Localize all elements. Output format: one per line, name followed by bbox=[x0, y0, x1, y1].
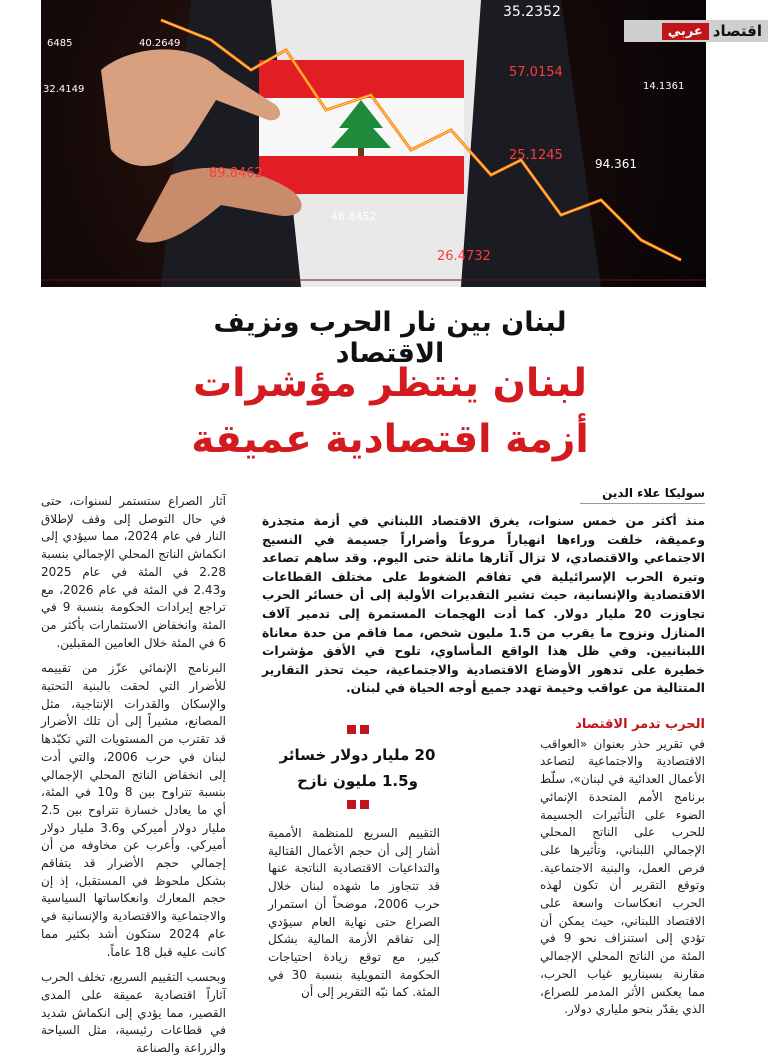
hero-number: 14.1361 bbox=[643, 81, 685, 92]
byline: سوليكا علاء الدين bbox=[580, 486, 705, 504]
section-tag: عربي bbox=[662, 23, 709, 40]
headline-line-1: لبنان ينتظر مؤشرات bbox=[192, 361, 588, 406]
column-left bbox=[41, 493, 226, 1058]
column-left-paragraph-2: البرنامج الإنمائي عزّز من تقييمه للأضرار التي لحقت بالبنية التحتية والإسكان والقدرات الإنتاجية، مثل المصانع، مشيراً إلى أن تلك الأضرار قد تقترب من المستويات التي تكبّدها لبنان في حرب 2006، والتي أدت إلى انخفاض الناتج المحلي الإجمالي بنسبة تتراوح بين 8 و10 في المئة، أي ما يعادل خسارة تتراوح بين 2.5 مليار دولار أميركي و3.6 مليار دولار أميركي. وأعرب عن مخاوفه من أن إجمالي حجم الأضرار قد يتفاقم بشكل ملحوظ في المستقبل، إذ إن حجم المعارك وانعكاساتها السياسية والاجتماعية والاقتصادية والإنسانية في عام 2024 ستكون أشد بكثير مما كانت عليه قبل 18 عاماً. bbox=[41, 661, 227, 959]
hero-number: 57.0154 bbox=[509, 65, 563, 80]
hero-illustration bbox=[41, 0, 706, 287]
pull-quote-line-2: و1.5 مليون نازح bbox=[297, 772, 418, 790]
column-left-paragraph-3: وبحسب التقييم السريع، تخلف الحرب آثاراً اقتصادية عميقة على المدى القصير، مما يؤدي إلى انكماش شديد في قطاعات رئيسية، مثل السياحة والزراعة والصناعة bbox=[41, 970, 226, 1056]
hero-number: 35.2352 bbox=[503, 4, 561, 20]
hero-number: 94.361 bbox=[595, 157, 637, 171]
pull-quote bbox=[275, 725, 440, 809]
quote-marks-icon bbox=[275, 800, 440, 809]
hero-image bbox=[41, 0, 706, 287]
column-left-paragraph-1: آثار الصراع ستستمر لسنوات، حتى في حال التوصل إلى وقف لإطلاق النار في عام 2024، مما سيؤدي إلى انكماش الناتج المحلي الإجمالي بنسبة 2.28 في المئة في عام 2025 و2.43 في المئة في عام 2026، مع تراجع إيرادات الحكومة بنسبة 9 في المئة وانخفاض الاستثمارات بأكثر من 6 في المئة خلال العامين المقبلين. bbox=[41, 494, 226, 650]
hero-number: 46.8452 bbox=[331, 210, 377, 223]
subheading: الحرب تدمر الاقتصاد bbox=[575, 717, 705, 732]
column-right-text: في تقرير حذر بعنوان «العواقب الاقتصادية والاجتماعية لتصاعد الأعمال العدائية في لبنان»، سلّط برنامج الأمم المتحدة الإنمائي الضوء على التأثيرات الجسيمة للحرب على الناتج المحلي الإجمالي اللبناني، وتأثيرها على فرص العمل، والبنية الاجتماعية. وتوقع التقرير أن تكون لهذه الحرب انعكاسات واسعة على الاقتصاد اللبناني، حيث يمكن أن تؤدي إلى استنزاف نحو 9 في المئة من الناتج المحلي الإجمالي مقارنة بسيناريو غياب الحرب، مما يعكس الأثر المدمر للصراع، الذي يقدّر بنحو ملياري دولار. bbox=[540, 736, 705, 1017]
kicker-title: لبنان بين نار الحرب ونزيف الاقتصاد bbox=[213, 307, 567, 369]
hero-number: 89.8462 bbox=[209, 166, 263, 181]
section-name: اقتصاد bbox=[712, 22, 762, 40]
lead-paragraph: منذ أكثر من خمس سنوات، يغرق الاقتصاد اللبناني في أزمة متجذرة وعميقة، خلفت وراءها انهياراً مروعاً وأضراراً جسيمة في النسيج الاجتماعي والاقتصادي، لا تزال آثارها ماثلة حتى اليوم. وقد ساهم تصاعد وتيرة الحرب الإسرائيلية في تفاقم الضغوط على مختلف القطاعات الاقتصادية والإنسانية، حيث تشير التقديرات الأولية إلى أن خسائر الحرب تجاوزت 20 مليار دولار. كما أدت الهجمات المستمرة إلى تدمير آلاف المنازل ونزوح ما يقرب من 1.5 مليون شخص، مما فاقم من حدة معاناة اللبنانيين. وفي ظل هذا الواقع المأساوي، تلوح في الأفق مؤشرات خطيرة على تدهور الأوضاع الاقتصادية والاجتماعية، حيث تحذر التقارير المتتالية من عواقب وخيمة تهدد جميع أوجه الحياة في لبنان. bbox=[262, 514, 705, 696]
hero-number: 25.1245 bbox=[509, 148, 563, 163]
suit-right-shape bbox=[461, 0, 601, 287]
hero-number: 40.2649 bbox=[139, 38, 181, 49]
pull-quote-line-1: 20 مليار دولار خسائر bbox=[279, 746, 436, 764]
hero-number: 26.4732 bbox=[437, 249, 491, 264]
quote-marks-icon bbox=[275, 725, 440, 734]
column-middle: التقييم السريع للمنظمة الأممية أشار إلى أن حجم الأعمال القتالية والتداعيات الاقتصادية الناتجة عنها قد تتجاوز ما شهده لبنان خلال حرب 2006، موضحاً أن استمرار الصراع حتى نهاية العام سيؤدي إلى تفاقم الأزمة المالية بشكل كبير، مع توقع زيادة احتياجات الحكومة التمويلية بنسبة 30 في المئة. كما نبّه التقرير إلى أن bbox=[268, 826, 440, 1000]
hero-number: 6485 bbox=[47, 38, 73, 49]
lebanon-flag bbox=[259, 60, 464, 194]
column-right bbox=[540, 716, 705, 1019]
section-tab bbox=[624, 20, 768, 42]
headline-line-2: أزمة اقتصادية عميقة bbox=[191, 417, 589, 462]
hero-number: 32.4149 bbox=[43, 84, 85, 95]
headline bbox=[180, 356, 600, 468]
